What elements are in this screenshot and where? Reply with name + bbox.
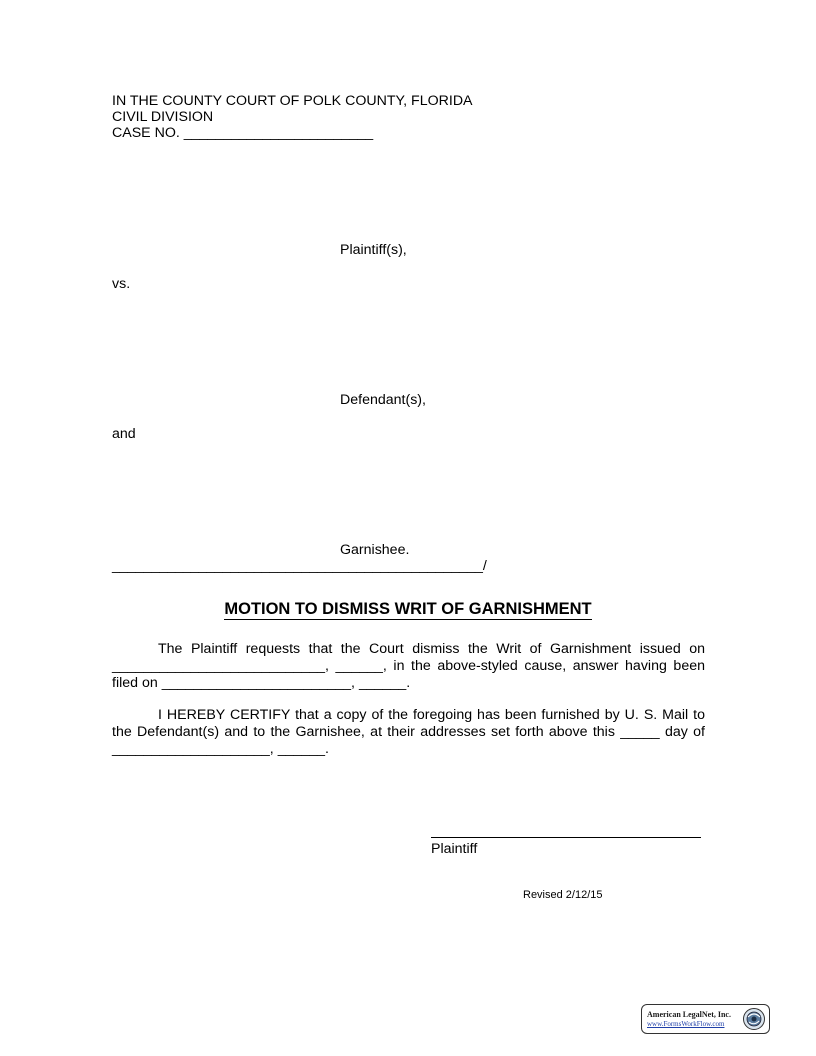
certificate-paragraph (112, 707, 705, 758)
plaintiff-label: Plaintiff(s), (340, 242, 407, 258)
versus-label: vs. (112, 276, 131, 292)
motion-paragraph (112, 641, 705, 692)
logo-company-name: American LegalNet, Inc. (647, 1010, 731, 1019)
motion-text: The Plaintiff requests that the Court dismiss the Writ of Garnishment issued on ___________________________, ______, in the above-styled cause, answer having been filed on ________________________, ______. (112, 641, 705, 691)
signature-line (431, 837, 701, 838)
garnishee-label: Garnishee. (340, 542, 410, 558)
signature-label: Plaintiff (431, 841, 478, 857)
and-label: and (112, 426, 136, 442)
logo-website-link[interactable]: www.FormsWorkFlow.com (647, 1020, 725, 1028)
case-number-line: CASE NO. ________________________ (112, 125, 374, 141)
certificate-text: I HEREBY CERTIFY that a copy of the foregoing has been furnished by U. S. Mail to the Defendant(s) and to the Garnishee, at their addresses set forth above this _____ day of ____________________, ______. (112, 707, 705, 757)
globe-icon (742, 1007, 766, 1031)
document-title-text: MOTION TO DISMISS WRIT OF GARNISHMENT (224, 600, 592, 618)
document-title (0, 599, 816, 619)
court-name: IN THE COUNTY COURT OF POLK COUNTY, FLORIDA (112, 93, 473, 109)
division-label: CIVIL DIVISION (112, 109, 214, 125)
defendant-label: Defendant(s), (340, 392, 426, 408)
revised-date: Revised 2/12/15 (523, 889, 603, 901)
publisher-logo[interactable] (641, 1004, 770, 1034)
caption-closing-line: _______________________________________________/ (112, 558, 487, 574)
